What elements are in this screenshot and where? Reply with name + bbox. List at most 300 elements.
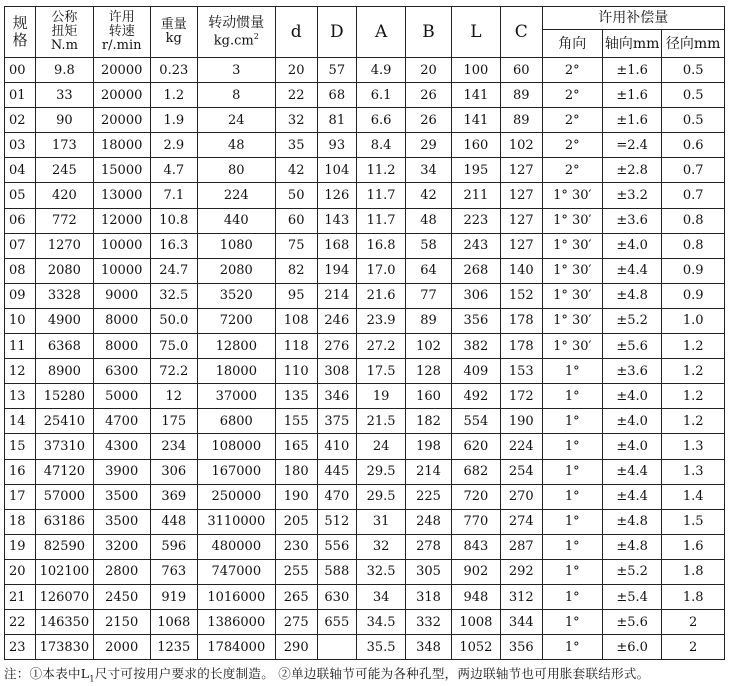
table-cell: 11.7: [357, 183, 406, 208]
table-cell: 312: [500, 584, 542, 609]
table-cell: 6368: [36, 334, 93, 359]
table-cell: 1270: [36, 233, 93, 258]
table-cell: 4300: [93, 434, 150, 459]
table-cell: ±4.8: [602, 509, 661, 534]
table-cell: 1008: [451, 610, 500, 635]
table-cell: 205: [275, 509, 317, 534]
table-cell: 1016000: [197, 584, 275, 609]
table-cell: 0.7: [662, 183, 725, 208]
table-cell: 6300: [93, 359, 150, 384]
table-cell: 356: [451, 308, 500, 333]
table-cell: 234: [150, 434, 197, 459]
table-row: [5, 258, 725, 283]
table-cell: 20: [5, 559, 36, 584]
table-cell: 356: [500, 635, 542, 660]
table-cell: 63186: [36, 509, 93, 534]
table-row: [5, 308, 725, 333]
table-cell: 141: [451, 108, 500, 133]
table-header: [5, 7, 725, 58]
table-cell: 57: [317, 58, 357, 83]
table-cell: 160: [406, 384, 452, 409]
footnote-suffix: 尺寸可按用户要求的长度制造。 ②单边联轴节可能为各种孔型，两边联轴节也可用胀套联结形式。: [94, 666, 650, 681]
table-cell: 375: [317, 409, 357, 434]
table-cell: ±1.6: [602, 83, 661, 108]
table-cell: 1.2: [662, 409, 725, 434]
table-cell: 34.5: [357, 610, 406, 635]
table-cell: 6800: [197, 409, 275, 434]
table-cell: 178: [500, 334, 542, 359]
table-cell: [317, 635, 357, 660]
header-speed-unit: r/.min: [101, 38, 142, 53]
table-cell: 274: [500, 509, 542, 534]
table-cell: 3: [197, 58, 275, 83]
table-cell: 10000: [93, 258, 150, 283]
table-cell: 146350: [36, 610, 93, 635]
table-cell: 1°: [542, 534, 602, 559]
table-cell: 118: [275, 334, 317, 359]
header-L: L: [451, 7, 500, 58]
table-cell: ±5.4: [602, 584, 661, 609]
table-cell: ±4.0: [602, 384, 661, 409]
table-cell: 2150: [93, 610, 150, 635]
header-speed-line1: 许用: [108, 10, 135, 25]
table-cell: 32: [357, 534, 406, 559]
table-cell: 27.2: [357, 334, 406, 359]
footnote: [4, 664, 649, 684]
table-cell: 104: [317, 158, 357, 183]
table-cell: 214: [406, 459, 452, 484]
table-row: [5, 58, 725, 83]
table-cell: 155: [275, 409, 317, 434]
table-cell: 153: [500, 359, 542, 384]
table-cell: 168: [317, 233, 357, 258]
table-cell: 1° 30′: [542, 233, 602, 258]
table-cell: 8.4: [357, 133, 406, 158]
header-inertia-unit-sup: 2: [253, 31, 259, 41]
table-cell: 1080: [197, 233, 275, 258]
table-cell: 141: [451, 83, 500, 108]
table-row: [5, 83, 725, 108]
table-cell: 42: [275, 158, 317, 183]
table-cell: 1.3: [662, 459, 725, 484]
header-inertia-line1: 转动惯量: [208, 14, 265, 31]
table-cell: ±3.2: [602, 183, 661, 208]
table-cell: 22: [5, 610, 36, 635]
table-cell: ±2.8: [602, 158, 661, 183]
table-cell: 75: [275, 233, 317, 258]
table-cell: 60: [500, 58, 542, 83]
table-cell: 13: [5, 384, 36, 409]
table-cell: 135: [275, 384, 317, 409]
table-cell: 34: [406, 158, 452, 183]
table-cell: 12800: [197, 334, 275, 359]
table-cell: 255: [275, 559, 317, 584]
table-cell: 0.7: [662, 158, 725, 183]
table-cell: 1.4: [662, 484, 725, 509]
table-cell: 8000: [93, 334, 150, 359]
table-cell: 190: [275, 484, 317, 509]
table-cell: 37000: [197, 384, 275, 409]
table-cell: 2000: [93, 635, 150, 660]
table-cell: 16.8: [357, 233, 406, 258]
table-cell: 268: [451, 258, 500, 283]
table-cell: 19: [357, 384, 406, 409]
table-cell: 42: [406, 183, 452, 208]
table-cell: ±6.0: [602, 635, 661, 660]
table-cell: 04: [5, 158, 36, 183]
table-cell: 80: [197, 158, 275, 183]
table-cell: 07: [5, 233, 36, 258]
table-cell: 306: [451, 283, 500, 308]
table-cell: 18000: [197, 359, 275, 384]
table-cell: 5000: [93, 384, 150, 409]
table-cell: 81: [317, 108, 357, 133]
footnote-subscript: 1: [89, 674, 95, 684]
table-cell: 3900: [93, 459, 150, 484]
table-cell: 1235: [150, 635, 197, 660]
table-cell: 21: [5, 584, 36, 609]
table-cell: 194: [317, 258, 357, 283]
table-cell: ±5.6: [602, 334, 661, 359]
table-row: [5, 409, 725, 434]
header-weight: [150, 7, 197, 58]
table-cell: 21.6: [357, 283, 406, 308]
table-cell: 0.5: [662, 108, 725, 133]
table-cell: 173830: [36, 635, 93, 660]
header-torque-line1: 公称: [51, 10, 78, 25]
table-row: [5, 208, 725, 233]
table-cell: 369: [150, 484, 197, 509]
table-cell: 12000: [93, 208, 150, 233]
table-cell: 2800: [93, 559, 150, 584]
header-torque-line2: 扭矩: [51, 24, 78, 39]
table-body: [5, 58, 725, 660]
table-cell: 2°: [542, 133, 602, 158]
table-cell: 77: [406, 283, 452, 308]
table-cell: 26: [406, 83, 452, 108]
table-cell: 211: [451, 183, 500, 208]
table-cell: 8900: [36, 359, 93, 384]
table-cell: 1°: [542, 559, 602, 584]
table-cell: 1°: [542, 484, 602, 509]
table-cell: 763: [150, 559, 197, 584]
table-cell: 68: [317, 83, 357, 108]
table-cell: 346: [317, 384, 357, 409]
table-cell: 32.5: [150, 283, 197, 308]
table-cell: ±4.4: [602, 258, 661, 283]
table-cell: 843: [451, 534, 500, 559]
table-cell: 3200: [93, 534, 150, 559]
table-cell: 20: [275, 58, 317, 83]
table-cell: 0.9: [662, 258, 725, 283]
table-cell: 420: [36, 183, 93, 208]
table-cell: 1°: [542, 610, 602, 635]
table-cell: 100: [451, 58, 500, 83]
table-cell: 29.5: [357, 459, 406, 484]
table-cell: 1° 30′: [542, 183, 602, 208]
table-cell: 448: [150, 509, 197, 534]
table-cell: 1386000: [197, 610, 275, 635]
header-B: B: [406, 7, 452, 58]
header-A: A: [357, 7, 406, 58]
table-cell: 1°: [542, 584, 602, 609]
table-cell: 18: [5, 509, 36, 534]
table-cell: 37310: [36, 434, 93, 459]
table-cell: 470: [317, 484, 357, 509]
header-spec: 规格: [5, 7, 36, 58]
table-cell: 02: [5, 108, 36, 133]
footnote-prefix: 注：①本表中L: [4, 666, 90, 681]
table-cell: 2°: [542, 158, 602, 183]
table-cell: 225: [406, 484, 452, 509]
header-torque-unit: N.m: [50, 38, 78, 53]
table-cell: ±3.6: [602, 359, 661, 384]
table-cell: 1°: [542, 384, 602, 409]
table-cell: ±4.4: [602, 459, 661, 484]
table-cell: 3500: [93, 484, 150, 509]
table-cell: 1°: [542, 635, 602, 660]
table-cell: 7200: [197, 308, 275, 333]
table-cell: 167000: [197, 459, 275, 484]
table-cell: 1.6: [662, 534, 725, 559]
table-cell: 1068: [150, 610, 197, 635]
table-row: [5, 108, 725, 133]
table-cell: 4700: [93, 409, 150, 434]
table-cell: 102100: [36, 559, 93, 584]
table-cell: 11.2: [357, 158, 406, 183]
table-cell: 172: [500, 384, 542, 409]
table-cell: 127: [500, 183, 542, 208]
table-cell: 270: [500, 484, 542, 509]
table-cell: 344: [500, 610, 542, 635]
table-cell: 20000: [93, 58, 150, 83]
table-cell: 89: [500, 83, 542, 108]
table-cell: 48: [197, 133, 275, 158]
table-cell: 22: [275, 83, 317, 108]
header-speed: [93, 7, 150, 58]
table-cell: 512: [317, 509, 357, 534]
table-cell: 243: [451, 233, 500, 258]
table-cell: 8000: [93, 308, 150, 333]
table-cell: 409: [451, 359, 500, 384]
table-cell: 17.0: [357, 258, 406, 283]
table-cell: 7.1: [150, 183, 197, 208]
table-cell: 127: [500, 233, 542, 258]
table-cell: 110: [275, 359, 317, 384]
table-cell: 50: [275, 183, 317, 208]
table-cell: 0.8: [662, 233, 725, 258]
table-cell: 140: [500, 258, 542, 283]
table-cell: 15: [5, 434, 36, 459]
table-cell: ±4.8: [602, 534, 661, 559]
table-cell: 198: [406, 434, 452, 459]
header-d: d: [275, 7, 317, 58]
table-cell: 2: [662, 610, 725, 635]
table-row: [5, 509, 725, 534]
table-cell: 160: [451, 133, 500, 158]
table-cell: 165: [275, 434, 317, 459]
table-cell: 102: [500, 133, 542, 158]
table-cell: 126070: [36, 584, 93, 609]
table-cell: 287: [500, 534, 542, 559]
table-cell: 18000: [93, 133, 150, 158]
table-cell: 770: [451, 509, 500, 534]
table-cell: 1° 30′: [542, 283, 602, 308]
table-cell: 32.5: [357, 559, 406, 584]
table-cell: 276: [317, 334, 357, 359]
table-cell: 178: [500, 308, 542, 333]
table-cell: 223: [451, 208, 500, 233]
table-cell: 1° 30′: [542, 308, 602, 333]
table-cell: 620: [451, 434, 500, 459]
table-cell: 11: [5, 334, 36, 359]
table-cell: 6.6: [357, 108, 406, 133]
header-weight-line1: 重量: [160, 17, 187, 32]
table-cell: 318: [406, 584, 452, 609]
table-cell: 173: [36, 133, 93, 158]
table-row: [5, 183, 725, 208]
table-cell: 13000: [93, 183, 150, 208]
table-cell: 25410: [36, 409, 93, 434]
table-cell: 492: [451, 384, 500, 409]
table-cell: 180: [275, 459, 317, 484]
table-cell: 265: [275, 584, 317, 609]
table-cell: 24.7: [150, 258, 197, 283]
table-cell: 12: [150, 384, 197, 409]
header-inertia-unit: [198, 30, 275, 48]
table-cell: 720: [451, 484, 500, 509]
table-cell: 128: [406, 359, 452, 384]
table-cell: ±1.6: [602, 108, 661, 133]
table-cell: 143: [317, 208, 357, 233]
table-cell: 556: [317, 534, 357, 559]
table-cell: 35.5: [357, 635, 406, 660]
table-cell: 03: [5, 133, 36, 158]
table-cell: ±3.6: [602, 208, 661, 233]
table-cell: 15280: [36, 384, 93, 409]
table-cell: 588: [317, 559, 357, 584]
table-cell: 09: [5, 283, 36, 308]
table-cell: 14: [5, 409, 36, 434]
table-cell: 16.3: [150, 233, 197, 258]
table-cell: 10000: [93, 233, 150, 258]
table-cell: 34: [357, 584, 406, 609]
table-cell: 95: [275, 283, 317, 308]
table-cell: 23: [5, 635, 36, 660]
table-cell: 64: [406, 258, 452, 283]
table-cell: 17: [5, 484, 36, 509]
table-cell: 2: [662, 635, 725, 660]
table-cell: 24: [357, 434, 406, 459]
table-cell: 3110000: [197, 509, 275, 534]
table-cell: 102: [406, 334, 452, 359]
table-row: [5, 584, 725, 609]
table-cell: 93: [317, 133, 357, 158]
table-cell: ±1.6: [602, 58, 661, 83]
table-cell: 152: [500, 283, 542, 308]
table-cell: 175: [150, 409, 197, 434]
table-cell: 50.0: [150, 308, 197, 333]
table-cell: 1052: [451, 635, 500, 660]
table-cell: 1.2: [662, 384, 725, 409]
header-angular: 角向: [542, 30, 602, 58]
table-cell: 47120: [36, 459, 93, 484]
table-row: [5, 484, 725, 509]
table-cell: 1.3: [662, 434, 725, 459]
table-cell: 278: [406, 534, 452, 559]
coupling-spec-table: [4, 6, 725, 660]
table-row: [5, 158, 725, 183]
table-cell: 126: [317, 183, 357, 208]
table-cell: 24: [197, 108, 275, 133]
table-cell: 182: [406, 409, 452, 434]
table-cell: 1°: [542, 434, 602, 459]
table-cell: 57000: [36, 484, 93, 509]
table-cell: 190: [500, 409, 542, 434]
table-cell: 0.5: [662, 83, 725, 108]
table-cell: 9000: [93, 283, 150, 308]
table-row: [5, 283, 725, 308]
table-cell: 1.9: [150, 108, 197, 133]
header-inertia-unit-text: kg.cm: [213, 33, 254, 49]
table-row: [5, 559, 725, 584]
table-cell: 16: [5, 459, 36, 484]
table-cell: 31: [357, 509, 406, 534]
table-cell: 1°: [542, 359, 602, 384]
table-cell: 1°: [542, 509, 602, 534]
table-cell: 230: [275, 534, 317, 559]
header-compensation: 许用补偿量: [542, 7, 724, 30]
table-cell: 3328: [36, 283, 93, 308]
table-cell: 308: [317, 359, 357, 384]
table-cell: 1° 30′: [542, 334, 602, 359]
table-cell: 332: [406, 610, 452, 635]
table-cell: 250000: [197, 484, 275, 509]
table-cell: 20000: [93, 83, 150, 108]
table-cell: 1.8: [662, 559, 725, 584]
table-cell: 89: [406, 308, 452, 333]
table-cell: 224: [197, 183, 275, 208]
table-cell: ±4.0: [602, 409, 661, 434]
header-torque: [36, 7, 93, 58]
table-cell: 2°: [542, 83, 602, 108]
table-cell: 902: [451, 559, 500, 584]
table-cell: 292: [500, 559, 542, 584]
table-cell: 19: [5, 534, 36, 559]
table-cell: 01: [5, 83, 36, 108]
table-cell: 127: [500, 158, 542, 183]
table-cell: 11.7: [357, 208, 406, 233]
table-cell: 4.7: [150, 158, 197, 183]
table-cell: 248: [406, 509, 452, 534]
table-cell: 682: [451, 459, 500, 484]
table-cell: 747000: [197, 559, 275, 584]
table-cell: 0.9: [662, 283, 725, 308]
table-cell: 254: [500, 459, 542, 484]
table-cell: 1.2: [662, 334, 725, 359]
table-cell: ±4.0: [602, 233, 661, 258]
table-cell: 89: [500, 108, 542, 133]
table-cell: 8: [197, 83, 275, 108]
table-cell: 60: [275, 208, 317, 233]
table-cell: 2450: [93, 584, 150, 609]
table-row: [5, 610, 725, 635]
table-cell: 17.5: [357, 359, 406, 384]
table-cell: 12: [5, 359, 36, 384]
table-cell: 6.1: [357, 83, 406, 108]
header-axial: 轴向mm: [602, 30, 661, 58]
table-cell: 382: [451, 334, 500, 359]
